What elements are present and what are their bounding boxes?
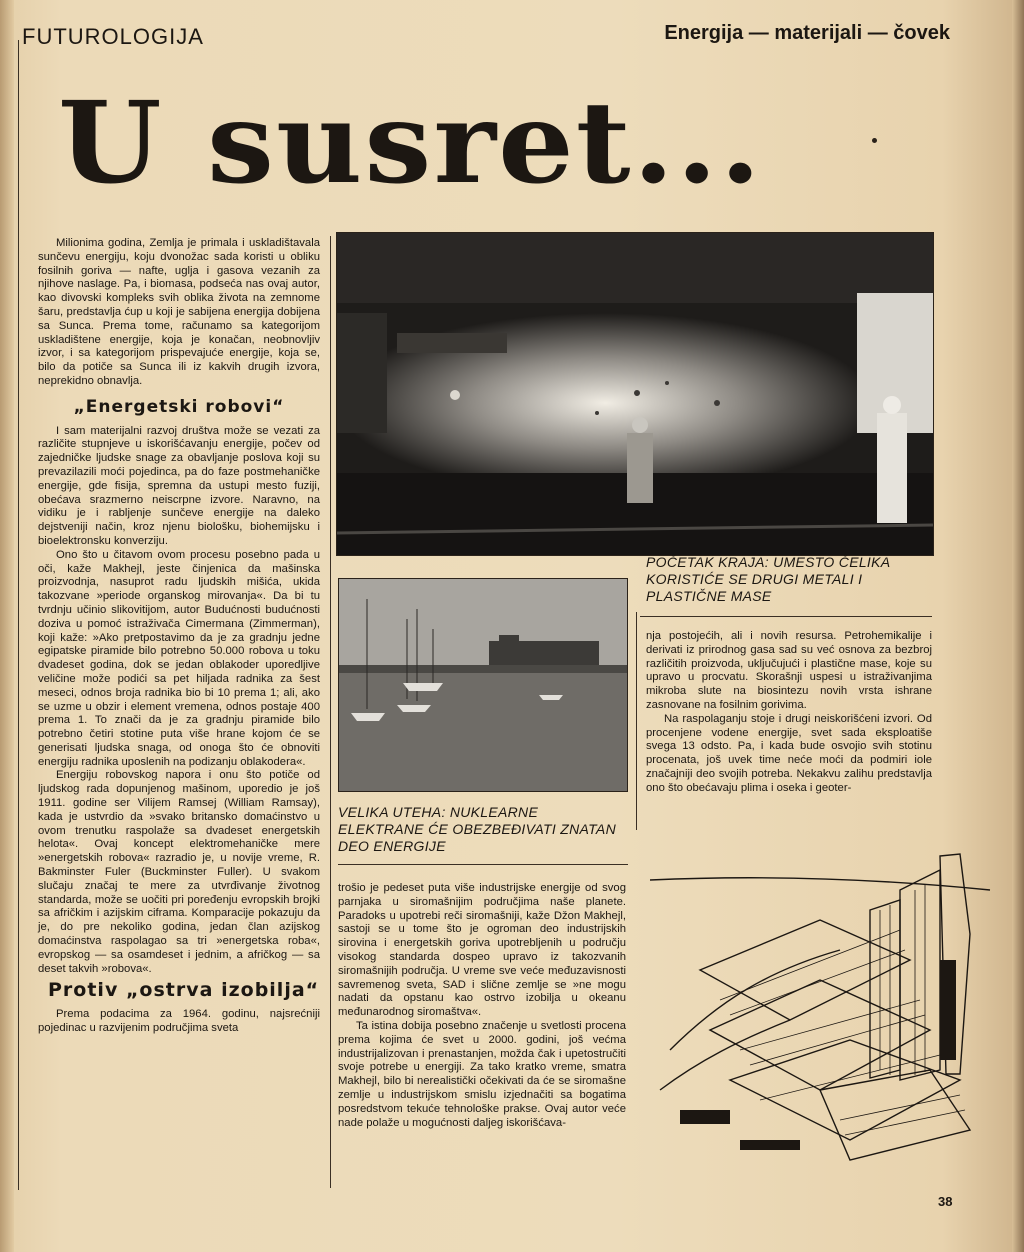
paragraph: Ono što u čitavom ovom procesu posebno pada u oči, kaže Makhejl, jeste činjenica da mašinska proizvodnja, nasuprot radu ljudskih mišića, ukida takozvane »periode organskog mirovanja«. Da bi tu tvrdnju učinio slikovitijom, autor Budućnosti budućnosti doziva u pomoć istraživača Cimermana (Zimmerman), koji kaže: »Ako pretpostavimo da je za gradnju jedne egipatske piramide bilo potrebno 50.000 robova u toku dvadeset godina, dok se jedan oblakoder uporedljive veličine može podići sa pet hiljada radnika za šest meseci, odnos broja radnika bio bi 10 prema 1; ali, ako se uzme u obzir i element vremena, odnos postaje 400 prema 1. To znači da je za gradnju piramide bilo potrebno četiri stotine puta više hrane kojom će se generisati ljudska snaga, od onoga što će obnoviti energiju radnika uposlenih na podizanju oblakodera«. bbox=[38, 548, 320, 768]
page-number: 38 bbox=[938, 1194, 953, 1209]
margin-rule bbox=[18, 40, 19, 1190]
running-head: Energija — materijali — čovek bbox=[664, 22, 950, 44]
steel-mill-photo bbox=[336, 232, 934, 556]
column-2 bbox=[338, 882, 626, 1130]
caption-rule bbox=[640, 616, 932, 617]
caption-rule bbox=[338, 864, 628, 865]
futuristic-city-sketch bbox=[640, 850, 1000, 1195]
column-rule bbox=[636, 612, 637, 830]
paragraph: Ta istina dobija posebno značenje u svetlosti procena prema kojima će svet u 2000. godini, još većma industrijalizovan i prenastanjen, možda čak i upetostručiti svoje potrebe u energiji. Za tako kratko vreme, smatra Makhejl, bilo bi nerealistički očekivati da će se siromašne zemlje u industrijskom smislu izjednačiti sa bogatima posredstvom tekuće tehnološke prakse. Ovaj autor veće nade polaže u mogućnosti daljeg iskorišćava- bbox=[338, 1019, 626, 1129]
paragraph: nja postojećih, ali i novih resursa. Petrohemikalije i derivati iz prirodnog gasa sad su već osnova za bezbroj različitih proizvoda, uključujući i plastične mase, koje su upravo u procvatu. Skorašnji uspesi u istraživanjima mikroba slute na biosintezu novih vrsta ishrane zasnovane na fosilnim gorivima. bbox=[646, 630, 932, 711]
nuclear-photo-caption: VELIKA UTEHA: NUKLEARNE ELEKTRANE ĆE OBEZBEĐIVATI ZNATAN DEO ENERGIJE bbox=[338, 804, 616, 854]
paragraph: Energiju robovskog napora i onu što potiče od ljudskog rada dopunjenog mašinom, uporedio je još 1911. godine ser Vilijem Ramsej (William Ramsay), kada je ustvrdio da »svako britansko domaćinstvo u ovom trenutku raspolaže sa dvadeset energetskih helota«. Ovaj koncept elektromehaničke mere »energetskih robova« razradio je, u novije vreme, R. Bakminster Fuler (Buckminster Fuller). U svakom slučaju značaj te mere za utvrđivanje životnog standarda, može se uočiti pri poređenju evropskih brojki sa afričkim i azijskim ciframa. Komparacije pokazuju da je, do pre nekoliko godina, jedan član azijskog domaćinstva raspolagao sa tri »energetska roba«, evropskog — sa osamdeset i jednim, a afričkog — sa deset takvih »robova«. bbox=[38, 769, 320, 975]
paragraph: Prema podacima za 1964. godinu, najsrećniji pojedinac u razvijenim područjima sveta bbox=[38, 1008, 320, 1035]
paragraph: I sam materijalni razvoj društva može se vezati za različite stupnjeve u iskorišćavanju energije, počev od zajedničke ljudske snage za obavljanje poslova koji su prevazilazili moći pojedinca, pa do faze postmehaničke energije, gde fisija, spremna da ustupi mesto fuziji, obećava srazmerno neiscrpne izvore. Naravno, na vidiku je i rabljenje sunčeve energije na daleko dejstveniji način, kroz njenu biološku, biohemijsku i bioelektronsku konverziju. bbox=[38, 424, 320, 547]
page-edge bbox=[1012, 0, 1024, 1252]
paragraph: trošio je pedeset puta više industrijske energije od svog parnjaka u siromašnijim područjima naše planete. Paradoks u upotrebi reči siromašniji, kaže Džon Makhejl, sastoji se u tome što je ogroman deo industrijskih sirovina i energetskih goriva upotrebljenih u području visokog standarda dospeo upravo iz takozvanih siromašnijih područja. U vreme sve veće međuzavisnosti savremenog sveta, SAD i slične zemlje se »ne mogu nadati da opstanu kao ostrvo izobilja u okeanu međunarodnog siromaštva«. bbox=[338, 882, 626, 1019]
ink-dot bbox=[872, 138, 877, 143]
steel-photo-caption: POČETAK KRAJA: UMESTO ČELIKA KORISTIĆE SE DRUGI METALI I PLASTIČNE MASE bbox=[646, 554, 890, 604]
subheading-protiv-ostrva: Protiv „ostrva izobilja“ bbox=[48, 979, 320, 1002]
binding-spine bbox=[0, 0, 14, 1252]
column-rule bbox=[330, 236, 331, 1188]
column-3 bbox=[646, 630, 932, 796]
subheading-energetski-robovi: „Energetski robovi“ bbox=[73, 396, 285, 417]
paragraph: Milionima godina, Zemlja je primala i uskladištavala sunčevu energiju, koju dvonožac sada koristi u obliku fosilnih goriva — nafte, uglja i gasova vezanih za njihove naslage. Pa, i biomasa, podseća nas ovaj autor, kao divovski kompleks svih oblika života na zemnome šaru, predstavlja ćup u koji je sabijena energija dobijena sa Sunca. Prema tome, računamo sa kategorijom uskladištene energije, koja je konačan, neobnovljiv izvor, i sa kategorijom prispevajuće energije, koja se, bilo da potiče sa Sunca ili iz kakvih drugih izvora, neprekidno obnavlja. bbox=[38, 237, 320, 387]
paragraph: Na raspolaganju stoje i drugi neiskorišćeni izvori. Od procenjene vodene energije, svet sada eksploatiše svega 13 odsto. Pa, i kada bude osvojio svih stotinu procenata, još uvek time neće moći da podmiri iole značajniji deo svojih potreba. Nekakvu zalihu predstavlja ono što obećavaju plima i oseka i geoter- bbox=[646, 712, 932, 794]
section-label: FUTUROLOGIJA bbox=[22, 24, 204, 49]
article-headline: U susret... bbox=[58, 78, 764, 209]
nuclear-plant-photo bbox=[338, 578, 628, 792]
column-1 bbox=[38, 237, 320, 1036]
